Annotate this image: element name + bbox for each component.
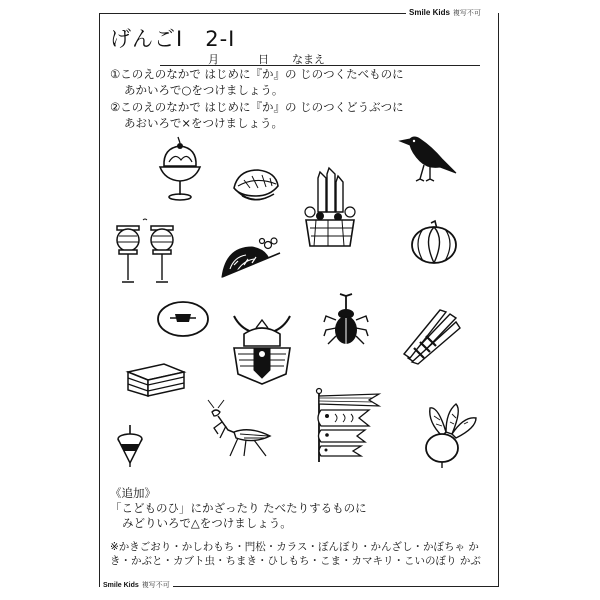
name-label: なまえ bbox=[292, 53, 325, 66]
word-list: ※かきごおり・かしわもち・門松・カラス・ぼんぼり・かんざし・かぼちゃ かき・かぶと・カブト虫・ちまき・ひしもち・こま・カマキリ・こいのぼり かぶ bbox=[110, 541, 481, 567]
beetle-icon[interactable] bbox=[322, 292, 370, 348]
extra-line1: 「こどものひ」にかざったり たべたりするものに bbox=[110, 501, 367, 515]
spinning-top-icon[interactable] bbox=[115, 425, 145, 467]
extra-heading: 《追加》 bbox=[110, 486, 156, 500]
brand-name-bottom: Smile Kids bbox=[103, 582, 139, 589]
carp-streamer-icon[interactable] bbox=[313, 388, 383, 462]
hishimochi-icon[interactable] bbox=[124, 360, 188, 396]
turnip-icon[interactable] bbox=[420, 402, 480, 468]
pumpkin-icon[interactable] bbox=[409, 219, 459, 265]
hair-ornament-icon[interactable] bbox=[220, 235, 282, 280]
kadomatsu-icon[interactable] bbox=[298, 168, 360, 250]
kashiwa-mochi-icon[interactable] bbox=[230, 166, 282, 208]
instruction-2-line1: ②このえのなかで はじめに『か』の じのつくどうぶつに bbox=[110, 100, 404, 114]
no-copy-note: 複写不可 bbox=[452, 9, 481, 17]
day-label: 日 bbox=[258, 53, 269, 66]
date-name-line[interactable] bbox=[160, 51, 480, 66]
brand-bottom bbox=[100, 580, 173, 590]
unit-number: 2-Ⅰ bbox=[205, 27, 236, 51]
brand-name: Smile Kids bbox=[409, 8, 450, 17]
subject-title: げんごⅠ bbox=[110, 27, 184, 51]
mantis-icon[interactable] bbox=[204, 398, 276, 460]
persimmon-icon[interactable] bbox=[156, 300, 210, 338]
extra-task bbox=[110, 486, 367, 531]
crow-icon[interactable] bbox=[398, 133, 458, 185]
extra-line2: みどりいろで△をつけましょう。 bbox=[122, 516, 292, 530]
paper-lanterns-icon[interactable] bbox=[113, 218, 177, 290]
instruction-1-line2: あかいろで○をつけましょう。 bbox=[124, 83, 284, 97]
chimaki-icon[interactable] bbox=[400, 308, 462, 366]
instruction-1-line1: ①このえのなかで はじめに『か』の じのつくたべものに bbox=[110, 67, 404, 81]
instruction-1 bbox=[110, 66, 404, 98]
month-label: 月 bbox=[208, 53, 219, 66]
instruction-2-line2: あおいろで×をつけましょう。 bbox=[124, 116, 284, 130]
page-title bbox=[110, 23, 235, 53]
instruction-2 bbox=[110, 99, 404, 131]
brand-top bbox=[409, 8, 481, 18]
samurai-helmet-icon[interactable] bbox=[230, 314, 294, 388]
shaved-ice-icon[interactable] bbox=[155, 140, 205, 202]
no-copy-note-bottom: 複写不可 bbox=[141, 581, 170, 589]
